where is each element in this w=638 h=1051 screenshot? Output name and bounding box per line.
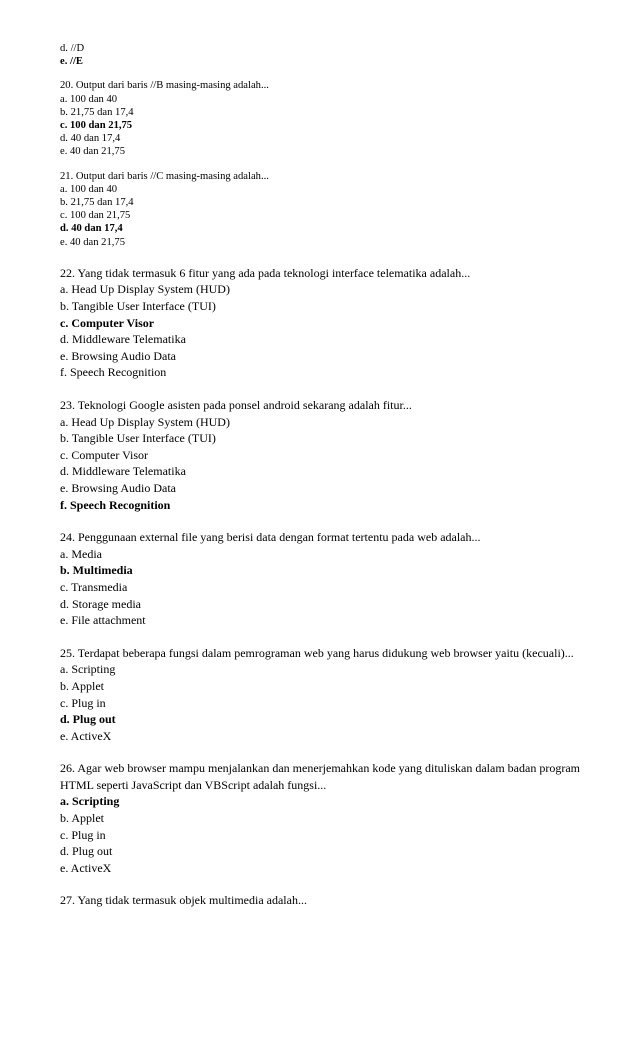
question-text: 20. Output dari baris //B masing-masing adalah... [60, 80, 269, 92]
document-page [60, 42, 580, 909]
question-text: 27. Yang tidak termasuk objek multimedia adalah... [60, 893, 307, 908]
question-block [60, 265, 580, 381]
answer-option: b. 21,75 dan 17,4 [60, 197, 134, 209]
answer-option: f. Speech Recognition [60, 497, 171, 512]
answer-option: b. Multimedia [60, 563, 133, 578]
answer-option: d. Middleware Telematika [60, 332, 186, 347]
answer-option: e. //E [60, 56, 83, 68]
answer-option: e. File attachment [60, 613, 146, 628]
answer-option: a. Head Up Display System (HUD) [60, 414, 230, 429]
block-spacer [60, 381, 580, 397]
question-block [60, 760, 580, 876]
answer-option: d. //D [60, 43, 85, 54]
answer-option: b. Applet [60, 811, 104, 826]
answer-option: b. Applet [60, 678, 104, 693]
answer-option: c. Computer Visor [60, 315, 155, 330]
block-spacer [60, 744, 580, 760]
answer-option: d. 40 dan 17,4 [60, 133, 121, 145]
answer-option: a. 100 dan 40 [60, 183, 118, 195]
answer-option: b. 21,75 dan 17,4 [60, 106, 134, 118]
question-block [60, 42, 580, 68]
answer-option: c. Computer Visor [60, 447, 149, 462]
question-block [60, 79, 580, 158]
answer-option: c. 100 dan 21,75 [60, 210, 131, 222]
block-spacer [60, 629, 580, 645]
answer-option: e. ActiveX [60, 860, 112, 875]
block-spacer [60, 249, 580, 265]
question-block [60, 645, 580, 745]
question-block [60, 529, 580, 629]
block-spacer [60, 513, 580, 529]
question-text: 23. Teknologi Google asisten pada ponsel android sekarang adalah fitur... [60, 398, 412, 412]
block-spacer [60, 68, 580, 79]
answer-option: c. Plug in [60, 827, 106, 842]
answer-option: a. 100 dan 40 [60, 93, 118, 105]
answer-option: d. Plug out [60, 844, 113, 859]
answer-option: d. Plug out [60, 712, 116, 727]
answer-option: e. ActiveX [60, 728, 112, 743]
answer-option: e. Browsing Audio Data [60, 348, 176, 363]
question-block [60, 892, 580, 909]
answer-option: a. Media [60, 546, 102, 561]
block-spacer [60, 876, 580, 892]
answer-option: f. Speech Recognition [60, 365, 167, 380]
question-text: 24. Penggunaan external file yang berisi data dengan format tertentu pada web adalah... [60, 530, 481, 545]
answer-option: c. Plug in [60, 695, 106, 710]
answer-option: a. Scripting [60, 794, 120, 809]
question-text: 21. Output dari baris //C masing-masing adalah... [60, 170, 269, 182]
answer-option: a. Scripting [60, 662, 116, 677]
answer-option: a. Head Up Display System (HUD) [60, 282, 230, 297]
block-spacer [60, 159, 580, 170]
question-block [60, 170, 580, 249]
answer-option: e. 40 dan 21,75 [60, 236, 126, 248]
answer-option: c. 100 dan 21,75 [60, 120, 133, 132]
answer-option: c. Transmedia [60, 579, 128, 594]
answer-option: d. Storage media [60, 596, 141, 611]
question-text: 25. Terdapat beberapa fungsi dalam pemrograman web yang harus didukung web browser yaitu (kecuali)... [60, 645, 574, 660]
answer-option: d. Middleware Telematika [60, 464, 186, 479]
answer-option: d. 40 dan 17,4 [60, 223, 123, 235]
answer-option: b. Tangible User Interface (TUI) [60, 431, 216, 446]
answer-option: e. 40 dan 21,75 [60, 146, 126, 158]
question-block [60, 397, 580, 513]
answer-option: e. Browsing Audio Data [60, 480, 176, 495]
question-text: 26. Agar web browser mampu menjalankan dan menerjemahkan kode yang dituliskan dalam badan program HTML seperti JavaScript dan VBScript adalah fungsi... [60, 761, 580, 792]
question-text: 22. Yang tidak termasuk 6 fitur yang ada pada teknologi interface telematika adalah... [60, 265, 471, 280]
answer-option: b. Tangible User Interface (TUI) [60, 299, 216, 314]
